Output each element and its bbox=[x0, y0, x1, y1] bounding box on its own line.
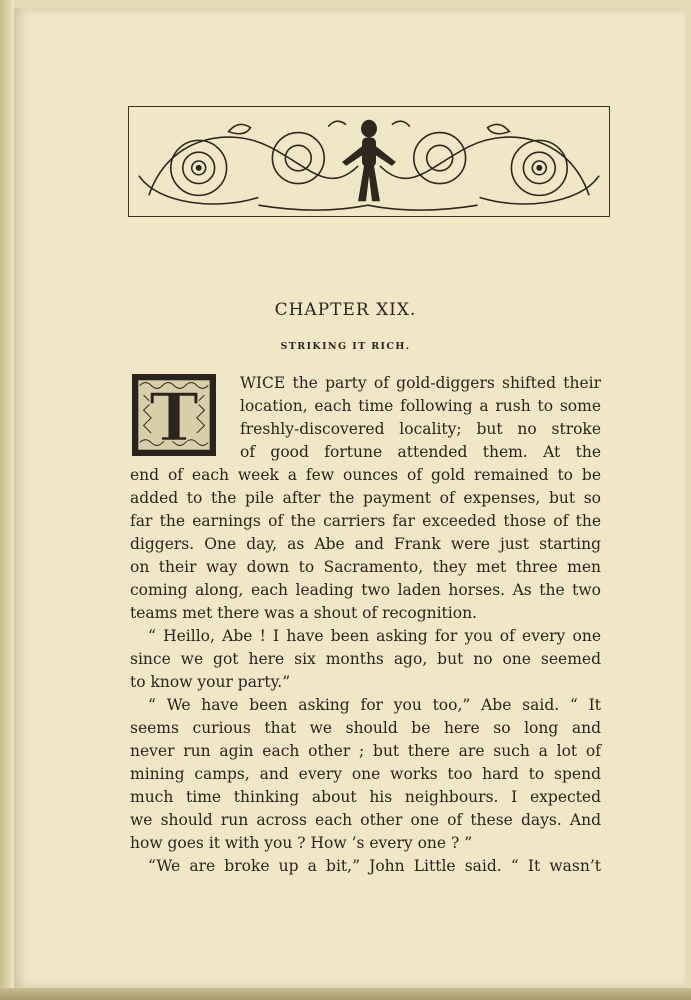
text-line: mining camps, and every one works too hard to spend bbox=[130, 765, 601, 783]
text-line: seems curious that we should be here so long and bbox=[130, 719, 601, 737]
text-line: to know your party.” bbox=[130, 673, 291, 691]
text-line: WICE the party of gold-diggers shifted their bbox=[240, 374, 601, 392]
text-line: diggers. One day, as Abe and Frank were just starting bbox=[130, 535, 601, 553]
text-line: coming along, each leading two laden horses. As the two bbox=[130, 581, 601, 599]
text-line: added to the pile after the payment of expenses, but so bbox=[130, 489, 601, 507]
page-edge bbox=[0, 988, 691, 1000]
text-line: “We are broke up a bit,” John Little said. “ It wasn’t bbox=[148, 857, 601, 875]
text-line: since we got here six months ago, but no one seemed bbox=[130, 650, 601, 668]
text-line: “ We have been asking for you too,” Abe said. “ It bbox=[148, 696, 601, 714]
text-line: how goes it with you ? How ’s every one ? ” bbox=[130, 834, 473, 852]
text-line: of good fortune attended them. At the bbox=[240, 443, 601, 461]
ornamental-headpiece bbox=[128, 106, 610, 217]
text-line: we should run across each other one of these days. And bbox=[130, 811, 601, 829]
text-line: far the earnings of the carriers far exceeded those of the bbox=[130, 512, 601, 530]
text-line: “ Heillo, Abe ! I have been asking for you of every one bbox=[148, 627, 601, 645]
chapter-title: CHAPTER XIX. bbox=[274, 300, 417, 320]
text-line: freshly-discovered locality; but no stroke bbox=[240, 420, 601, 438]
chapter-subtitle: STRIKING IT RICH. bbox=[280, 341, 411, 352]
drop-cap-letter: T bbox=[149, 377, 199, 454]
book-spine bbox=[0, 0, 14, 1000]
text-line: on their way down to Sacramento, they met three men bbox=[130, 558, 601, 576]
text-line: never run agin each other ; but there are such a lot of bbox=[130, 742, 601, 760]
text-line: teams met there was a shout of recognition. bbox=[130, 604, 477, 622]
text-line: location, each time following a rush to some bbox=[240, 397, 601, 415]
drop-cap-initial bbox=[132, 374, 216, 456]
text-line: much time thinking about his neighbours. I expected bbox=[130, 788, 601, 806]
text-line: end of each week a few ounces of gold remained to be bbox=[130, 466, 601, 484]
